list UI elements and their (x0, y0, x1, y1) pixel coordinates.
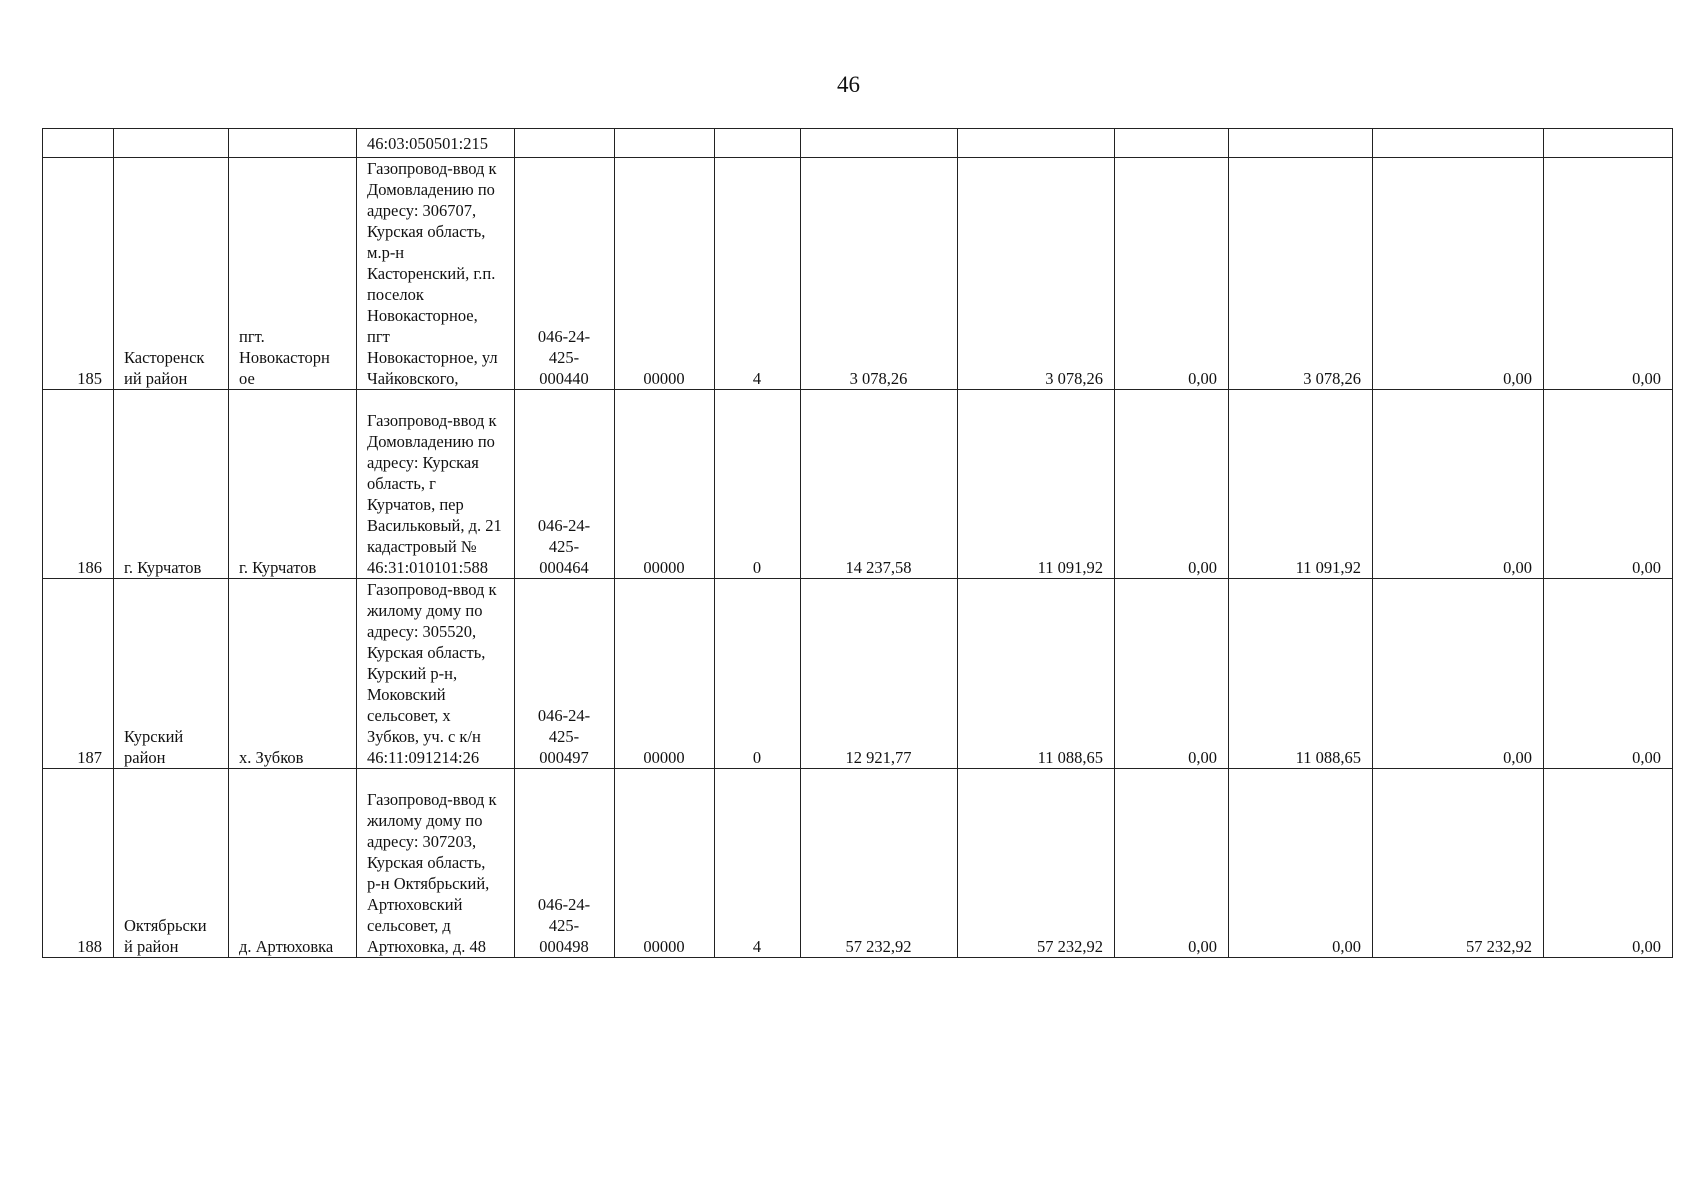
locality-cell: пгт. Новокасторн ое (229, 158, 357, 390)
value-cell: 57 232,92 (801, 769, 958, 958)
description-cell: Газопровод-ввод к Домовладению по адресу: Курская область, г Курчатов, пер Васильковый, д. 21 кадастровый № 46:31:010101:588 (357, 390, 515, 579)
inventory-number-cell: 046-24- 425- 000440 (515, 158, 615, 390)
district-cell: Курский район (114, 579, 229, 769)
value-cell: 0,00 (1229, 769, 1373, 958)
table-row (43, 769, 1673, 958)
description-cell: Газопровод-ввод к жилому дому по адресу: 307203, Курская область, р-н Октябрьский, Артюховский сельсовет, д Артюховка, д. 48 (357, 769, 515, 958)
table-cell (515, 129, 615, 158)
value-cell: 57 232,92 (958, 769, 1115, 958)
district-cell: г. Курчатов (114, 390, 229, 579)
table-cell (615, 129, 715, 158)
table-row (43, 158, 1673, 390)
table-row (43, 129, 1673, 158)
table-cell (1229, 129, 1373, 158)
value-cell: 11 088,65 (958, 579, 1115, 769)
table-cell (801, 129, 958, 158)
value-cell: 12 921,77 (801, 579, 958, 769)
value-cell: 0,00 (1115, 579, 1229, 769)
value-cell: 11 088,65 (1229, 579, 1373, 769)
inventory-number-cell: 046-24- 425- 000497 (515, 579, 615, 769)
value-cell: 14 237,58 (801, 390, 958, 579)
count-cell: 4 (715, 769, 801, 958)
value-cell: 0,00 (1115, 769, 1229, 958)
value-cell: 11 091,92 (958, 390, 1115, 579)
value-cell: 11 091,92 (1229, 390, 1373, 579)
table-row (43, 390, 1673, 579)
inventory-number-cell: 046-24- 425- 000464 (515, 390, 615, 579)
table-cell (229, 129, 357, 158)
value-cell: 0,00 (1544, 769, 1673, 958)
value-cell: 0,00 (1544, 390, 1673, 579)
count-cell: 0 (715, 390, 801, 579)
code-cell: 00000 (615, 769, 715, 958)
table-cell (958, 129, 1115, 158)
value-cell: 0,00 (1115, 390, 1229, 579)
value-cell: 0,00 (1373, 390, 1544, 579)
row-number-cell: 186 (43, 390, 114, 579)
table-cell (1544, 129, 1673, 158)
page-number: 46 (837, 72, 860, 97)
description-cell: Газопровод-ввод к Домовладению по адресу: 306707, Курская область, м.р-н Касторенский, г.п. поселок Новокасторное, пгт Новокасторное, ул Чайковского, (357, 158, 515, 390)
value-cell: 0,00 (1544, 579, 1673, 769)
code-cell: 00000 (615, 158, 715, 390)
value-cell: 3 078,26 (1229, 158, 1373, 390)
locality-cell: г. Курчатов (229, 390, 357, 579)
value-cell: 0,00 (1544, 158, 1673, 390)
value-cell: 3 078,26 (801, 158, 958, 390)
value-cell: 57 232,92 (1373, 769, 1544, 958)
table-cell (1373, 129, 1544, 158)
code-cell: 00000 (615, 390, 715, 579)
value-cell: 0,00 (1373, 158, 1544, 390)
count-cell: 4 (715, 158, 801, 390)
registry-table (42, 128, 1673, 958)
description-cell: Газопровод-ввод к жилому дому по адресу: 305520, Курская область, Курский р-н, Моковский сельсовет, х Зубков, уч. с к/н 46:11:091214:26 (357, 579, 515, 769)
table-cell (1115, 129, 1229, 158)
district-cell: Октябрьски й район (114, 769, 229, 958)
table-cell (43, 129, 114, 158)
row-number-cell: 188 (43, 769, 114, 958)
locality-cell: х. Зубков (229, 579, 357, 769)
row-number-cell: 185 (43, 158, 114, 390)
district-cell: Касторенск ий район (114, 158, 229, 390)
table-row (43, 579, 1673, 769)
code-cell: 00000 (615, 579, 715, 769)
table-cell (715, 129, 801, 158)
description-cell: 46:03:050501:215 (357, 129, 515, 158)
inventory-number-cell: 046-24- 425- 000498 (515, 769, 615, 958)
value-cell: 3 078,26 (958, 158, 1115, 390)
value-cell: 0,00 (1115, 158, 1229, 390)
value-cell: 0,00 (1373, 579, 1544, 769)
row-number-cell: 187 (43, 579, 114, 769)
count-cell: 0 (715, 579, 801, 769)
locality-cell: д. Артюховка (229, 769, 357, 958)
table-cell (114, 129, 229, 158)
